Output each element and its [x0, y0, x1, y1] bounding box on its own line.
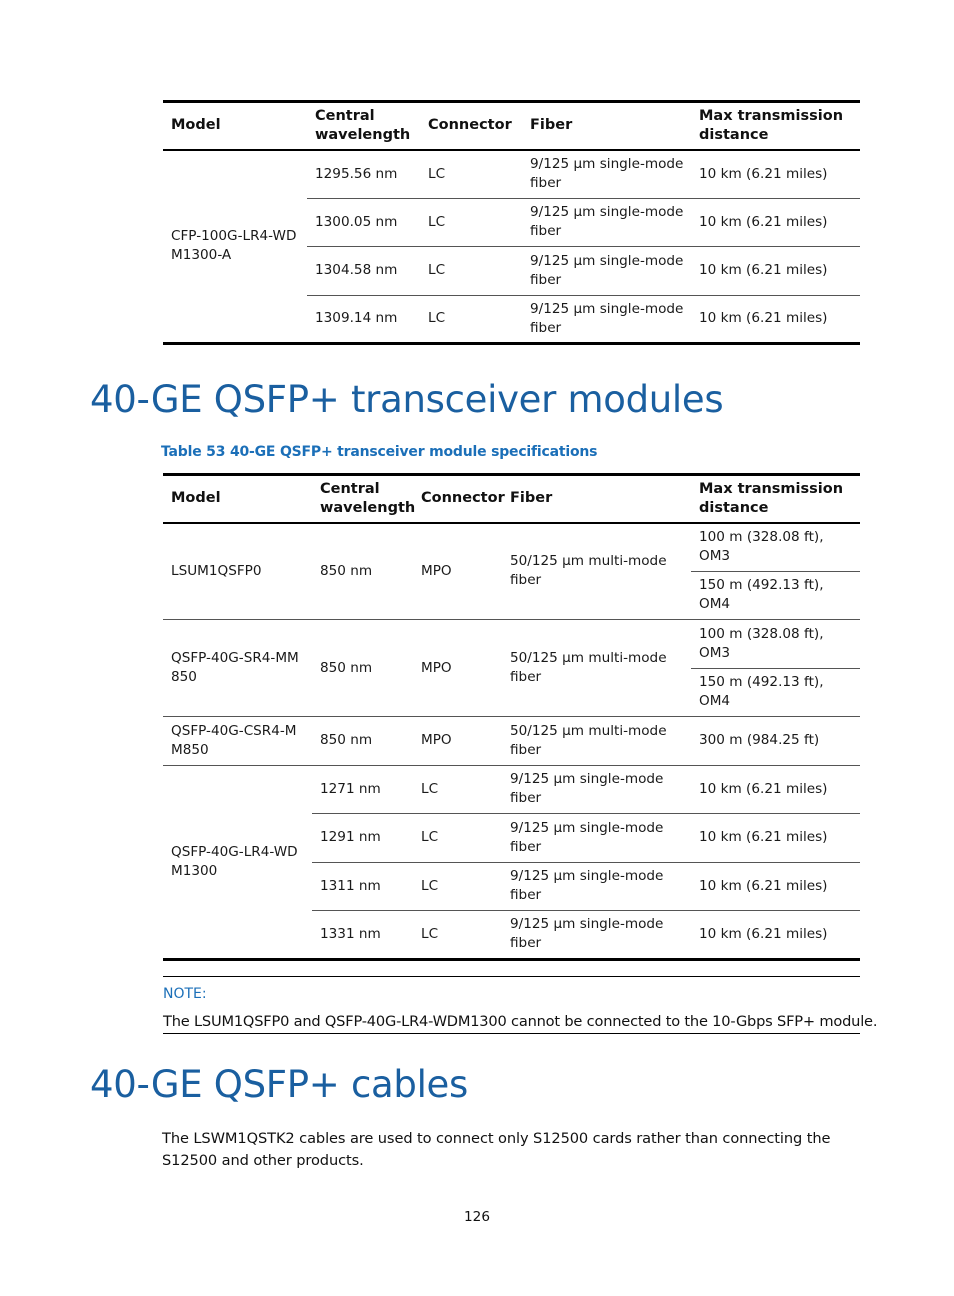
distance-cell: 150 m (492.13 ft), OM4 — [691, 668, 860, 717]
wavelength-cell: 1311 nm — [312, 862, 413, 911]
fiber-cell: 9/125 µm single-mode fiber — [502, 911, 691, 960]
connector-cell: LC — [428, 165, 446, 182]
page-number: 126 — [464, 1209, 490, 1225]
wavelength-cell: 850 nm — [312, 620, 413, 717]
table-caption: Table 53 40-GE QSFP+ transceiver module specifications — [161, 444, 598, 460]
table-row — [163, 523, 860, 572]
fiber-cell: 9/125 µm single-mode fiber — [502, 765, 691, 814]
note-text: The LSUM1QSFP0 and QSFP-40G-LR4-WDM1300 cannot be connected to the 10-Gbps SFP+ module. — [163, 1013, 878, 1030]
header-fiber: Fiber — [502, 475, 691, 523]
connector-cell: LC — [413, 814, 502, 863]
header-model: Model — [163, 475, 312, 523]
distance-cell: 10 km (6.21 miles) — [691, 814, 860, 863]
wavelength-cell: 1295.56 nm — [315, 165, 398, 182]
distance-cell: 10 km (6.21 miles) — [691, 247, 860, 296]
connector-cell: LC — [413, 862, 502, 911]
header-distance: Max transmission distance — [691, 102, 860, 150]
wavelength-cell: 850 nm — [312, 717, 413, 766]
table-row — [163, 765, 860, 814]
connector-cell: LC — [413, 911, 502, 960]
distance-cell: 10 km (6.21 miles) — [691, 295, 860, 344]
fiber-cell: 9/125 µm single-mode fiber — [522, 295, 691, 344]
connector-cell: LC — [413, 765, 502, 814]
table-row — [163, 150, 860, 199]
table-row — [163, 717, 860, 766]
table-row — [163, 620, 860, 669]
wavelength-cell: 1300.05 nm — [307, 198, 420, 247]
section-heading-cables: 40-GE QSFP+ cables — [90, 1063, 468, 1106]
connector-cell: LC — [420, 295, 522, 344]
distance-cell: 300 m (984.25 ft) — [691, 717, 860, 766]
header-connector: Connector — [413, 475, 502, 523]
table-cfp-100g — [163, 100, 860, 345]
distance-cell: 10 km (6.21 miles) — [699, 165, 828, 182]
model-cell: QSFP-40G-SR4-MM850 — [163, 620, 312, 717]
model-cell: QSFP-40G-LR4-WDM1300 — [163, 765, 312, 959]
header-wavelength: Central wavelength — [312, 475, 413, 523]
model-cell: QSFP-40G-CSR4-MM850 — [163, 717, 312, 766]
wavelength-cell: 1271 nm — [312, 765, 413, 814]
wavelength-cell: 1304.58 nm — [307, 247, 420, 296]
header-model: Model — [163, 102, 307, 150]
header-connector: Connector — [420, 102, 522, 150]
distance-cell: 10 km (6.21 miles) — [691, 862, 860, 911]
body-paragraph: The LSWM1QSTK2 cables are used to connect only S12500 cards rather than connecting the S12500 and other products. — [162, 1130, 831, 1169]
connector-cell: LC — [420, 247, 522, 296]
wavelength-cell: 1291 nm — [312, 814, 413, 863]
fiber-cell: 50/125 µm multi-mode fiber — [502, 717, 691, 766]
header-wavelength: Central wavelength — [307, 102, 420, 150]
model-cell: LSUM1QSFP0 — [171, 562, 262, 579]
distance-cell: 100 m (328.08 ft), OM3 — [699, 529, 824, 564]
fiber-cell: 9/125 µm single-mode fiber — [530, 156, 684, 191]
fiber-cell: 9/125 µm single-mode fiber — [522, 247, 691, 296]
model-cell: CFP-100G-LR4-WDM1300-A — [171, 228, 297, 264]
distance-cell: 10 km (6.21 miles) — [691, 911, 860, 960]
distance-cell: 100 m (328.08 ft), OM3 — [691, 620, 860, 669]
connector-cell: MPO — [413, 620, 502, 717]
fiber-cell: 9/125 µm single-mode fiber — [522, 198, 691, 247]
fiber-cell: 9/125 µm single-mode fiber — [502, 862, 691, 911]
distance-cell: 10 km (6.21 miles) — [691, 198, 860, 247]
distance-cell: 150 m (492.13 ft), OM4 — [691, 571, 860, 620]
fiber-cell: 9/125 µm single-mode fiber — [502, 814, 691, 863]
distance-cell: 10 km (6.21 miles) — [691, 765, 860, 814]
section-heading-transceivers: 40-GE QSFP+ transceiver modules — [90, 378, 724, 421]
header-distance: Max transmission distance — [691, 475, 860, 523]
fiber-cell: 50/125 µm multi-mode fiber — [510, 553, 667, 589]
note-box — [163, 976, 878, 1034]
table-header-row — [163, 475, 860, 523]
connector-cell: LC — [420, 198, 522, 247]
wavelength-cell: 850 nm — [320, 562, 373, 579]
wavelength-cell: 1331 nm — [312, 911, 413, 960]
table-header-row — [163, 102, 860, 150]
fiber-cell: 50/125 µm multi-mode fiber — [502, 620, 691, 717]
connector-cell: MPO — [421, 562, 452, 579]
header-fiber: Fiber — [522, 102, 691, 150]
wavelength-cell: 1309.14 nm — [307, 295, 420, 344]
table-qsfp-transceivers — [163, 473, 860, 961]
connector-cell: MPO — [413, 717, 502, 766]
note-label: NOTE: — [163, 986, 207, 1002]
